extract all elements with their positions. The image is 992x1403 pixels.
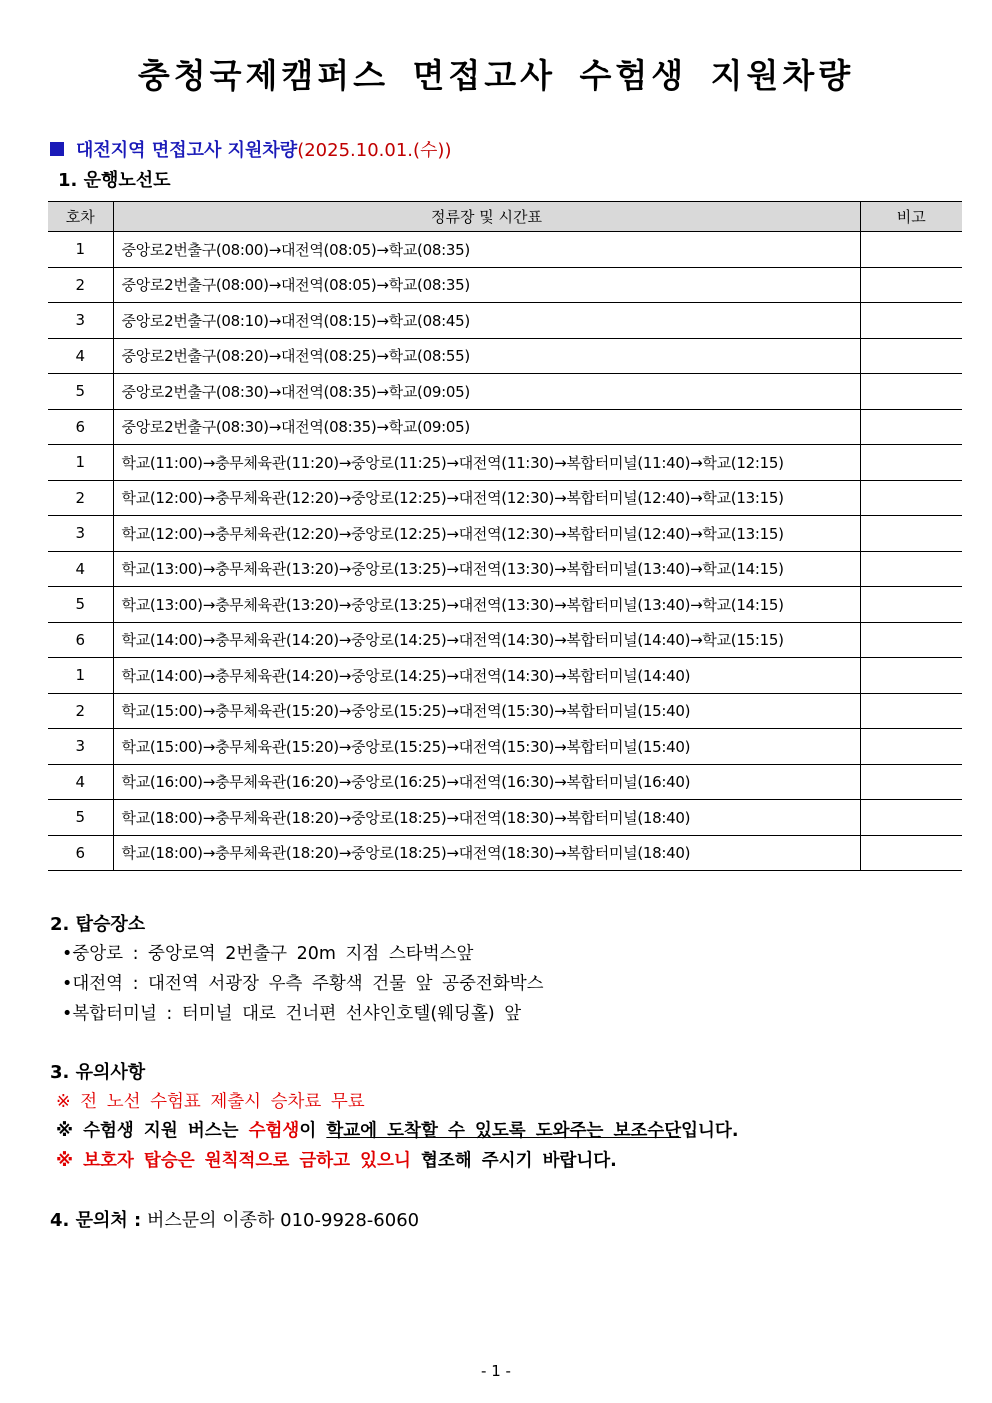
note-text: 이 (299, 1121, 327, 1141)
note-underlined: 학교에 도착할 수 있도록 도와주는 보조수단 (326, 1121, 682, 1141)
section-heading (50, 136, 451, 162)
remarks-cell (860, 480, 962, 516)
table-row (48, 835, 962, 871)
remarks-cell (860, 445, 962, 481)
route-table (48, 201, 962, 871)
route-cell: 중앙로2번출구(08:20)→대전역(08:25)→학교(08:55) (113, 338, 860, 374)
page-number: - 1 - (481, 1362, 511, 1380)
bus-number-cell: 2 (48, 480, 113, 516)
bus-number-cell: 4 (48, 764, 113, 800)
route-cell: 학교(13:00)→충무체육관(13:20)→중앙로(13:25)→대전역(13:30)→복합터미널(13:40)→학교(14:15) (113, 551, 860, 587)
route-cell: 중앙로2번출구(08:10)→대전역(08:15)→학교(08:45) (113, 303, 860, 339)
bus-number-cell: 1 (48, 445, 113, 481)
table-row (48, 800, 962, 836)
bus-number-cell: 6 (48, 622, 113, 658)
remarks-cell (860, 409, 962, 445)
bus-number-cell: 1 (48, 232, 113, 268)
table-row (48, 303, 962, 339)
boarding-item: •중앙로 : 중앙로역 2번출구 20m 지점 스타벅스앞 (62, 944, 474, 964)
remarks-cell (860, 551, 962, 587)
bus-number-cell: 6 (48, 835, 113, 871)
remarks-cell (860, 232, 962, 268)
route-cell: 학교(16:00)→충무체육관(16:20)→중앙로(16:25)→대전역(16:30)→복합터미널(16:40) (113, 764, 860, 800)
table-row (48, 658, 962, 694)
bus-number-cell: 2 (48, 693, 113, 729)
contact-label: 4. 문의처 : (50, 1210, 142, 1231)
remarks-cell (860, 622, 962, 658)
table-row (48, 622, 962, 658)
boarding-item: •대전역 : 대전역 서광장 우측 주황색 건물 앞 공중전화박스 (62, 974, 544, 994)
boarding-item: •복합터미널 : 터미널 대로 건너편 선샤인호텔(웨딩홀) 앞 (62, 1004, 522, 1024)
remarks-cell (860, 267, 962, 303)
route-cell: 학교(18:00)→충무체육관(18:20)→중앙로(18:25)→대전역(18:30)→복합터미널(18:40) (113, 800, 860, 836)
bus-number-cell: 2 (48, 267, 113, 303)
note-free-fare-text: ※ 전 노선 수험표 제출시 승차료 무료 (56, 1092, 365, 1112)
remarks-cell (860, 587, 962, 623)
remarks-cell (860, 303, 962, 339)
route-cell: 학교(12:00)→충무체육관(12:20)→중앙로(12:25)→대전역(12:30)→복합터미널(12:40)→학교(13:15) (113, 480, 860, 516)
route-cell: 학교(15:00)→충무체육관(15:20)→중앙로(15:25)→대전역(15:30)→복합터미널(15:40) (113, 693, 860, 729)
bus-number-cell: 3 (48, 516, 113, 552)
remarks-cell (860, 338, 962, 374)
route-cell: 학교(14:00)→충무체육관(14:20)→중앙로(14:25)→대전역(14:30)→복합터미널(14:40)→학교(15:15) (113, 622, 860, 658)
remarks-cell (860, 800, 962, 836)
remarks-cell (860, 374, 962, 410)
remarks-cell (860, 693, 962, 729)
table-row (48, 338, 962, 374)
route-cell: 중앙로2번출구(08:00)→대전역(08:05)→학교(08:35) (113, 232, 860, 268)
route-cell: 학교(15:00)→충무체육관(15:20)→중앙로(15:25)→대전역(15:30)→복합터미널(15:40) (113, 729, 860, 765)
table-row (48, 374, 962, 410)
contact-value: 버스문의 이종하 010-9928-6060 (141, 1210, 420, 1231)
route-heading: 1. 운행노선도 (58, 170, 171, 191)
route-cell: 학교(13:00)→충무체육관(13:20)→중앙로(13:25)→대전역(13:30)→복합터미널(13:40)→학교(14:15) (113, 587, 860, 623)
note-highlight: ※ 보호자 탑승은 원칙적으로 금하고 있으니 (56, 1151, 411, 1171)
table-row (48, 587, 962, 623)
boarding-heading: 2. 탑승장소 (50, 914, 146, 935)
section-date: (2025.10.01.(수)) (297, 140, 452, 161)
header-remarks: 비고 (860, 202, 962, 232)
square-bullet-icon (50, 142, 64, 156)
bus-number-cell: 3 (48, 303, 113, 339)
table-row (48, 516, 962, 552)
remarks-cell (860, 516, 962, 552)
remarks-cell (860, 835, 962, 871)
route-cell: 학교(11:00)→충무체육관(11:20)→중앙로(11:25)→대전역(11:30)→복합터미널(11:40)→학교(12:15) (113, 445, 860, 481)
bus-number-cell: 5 (48, 800, 113, 836)
table-row (48, 693, 962, 729)
header-bus-no: 호차 (48, 202, 113, 232)
note-free-fare (56, 1088, 365, 1113)
header-stops: 정류장 및 시간표 (113, 202, 860, 232)
route-cell: 학교(12:00)→충무체육관(12:20)→중앙로(12:25)→대전역(12:30)→복합터미널(12:40)→학교(13:15) (113, 516, 860, 552)
contact (50, 1206, 419, 1232)
note-guardian (56, 1147, 617, 1172)
table-row (48, 445, 962, 481)
table-row (48, 764, 962, 800)
note-text: 협조해 주시기 바랍니다. (410, 1151, 617, 1171)
table-row (48, 232, 962, 268)
table-header-row (48, 202, 962, 232)
bus-number-cell: 4 (48, 551, 113, 587)
note-highlight: 수험생 (248, 1121, 300, 1141)
remarks-cell (860, 729, 962, 765)
page-title: 충청국제캠퍼스 면접고사 수험생 지원차량 (137, 56, 855, 95)
bus-number-cell: 4 (48, 338, 113, 374)
table-row (48, 409, 962, 445)
table-row (48, 729, 962, 765)
bus-number-cell: 5 (48, 374, 113, 410)
route-cell: 중앙로2번출구(08:00)→대전역(08:05)→학교(08:35) (113, 267, 860, 303)
notes-heading: 3. 유의사항 (50, 1062, 146, 1083)
note-text: 입니다. (681, 1121, 739, 1141)
remarks-cell (860, 764, 962, 800)
section-label: 대전지역 면접고사 지원차량 (76, 140, 298, 161)
route-cell: 학교(14:00)→충무체육관(14:20)→중앙로(14:25)→대전역(14:30)→복합터미널(14:40) (113, 658, 860, 694)
table-row (48, 551, 962, 587)
bus-number-cell: 6 (48, 409, 113, 445)
note-text: ※ 수험생 지원 버스는 (56, 1121, 249, 1141)
bus-number-cell: 5 (48, 587, 113, 623)
table-row (48, 267, 962, 303)
route-cell: 학교(18:00)→충무체육관(18:20)→중앙로(18:25)→대전역(18:30)→복합터미널(18:40) (113, 835, 860, 871)
bus-number-cell: 1 (48, 658, 113, 694)
bus-number-cell: 3 (48, 729, 113, 765)
route-cell: 중앙로2번출구(08:30)→대전역(08:35)→학교(09:05) (113, 374, 860, 410)
table-row (48, 480, 962, 516)
remarks-cell (860, 658, 962, 694)
note-bus-purpose (56, 1117, 738, 1142)
route-cell: 중앙로2번출구(08:30)→대전역(08:35)→학교(09:05) (113, 409, 860, 445)
